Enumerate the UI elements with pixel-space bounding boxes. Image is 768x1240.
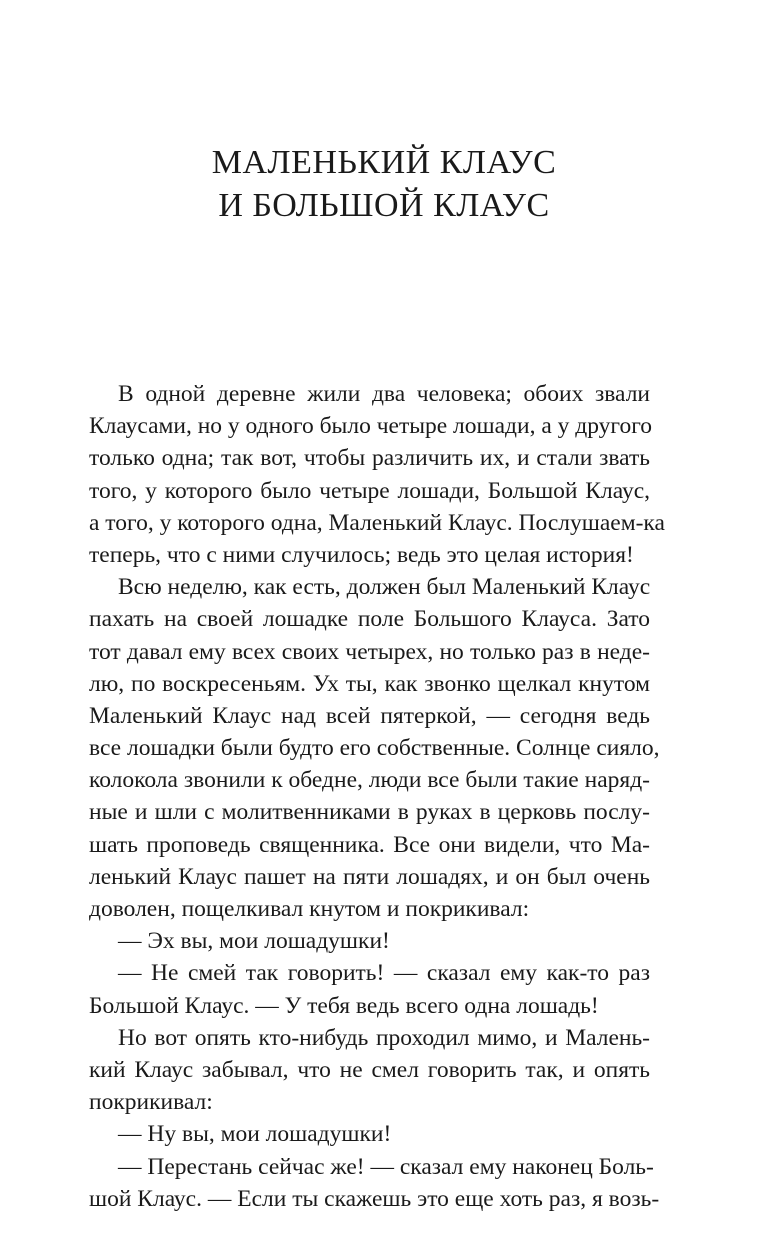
text-line: пахать на своей лошадке поле Большого Клауса. Зато [89,606,650,633]
text-line: тот давал ему всех своих четырех, но только раз в неде- [89,638,650,665]
text-line: ленький Клаус пашет на пяти лошадях, и он был очень [89,863,650,890]
text-line: только одна; так вот, чтобы различить их, и стали звать [89,445,650,472]
text-line: теперь, что с ними случилось; ведь это целая история! [89,541,634,568]
text-line: того, у которого было четыре лошади, Большой Клаус, [89,477,650,504]
text-line: — Эх вы, мои лошадушки! [118,928,390,955]
story-text [89,378,665,1215]
text-line: Всю неделю, как есть, должен был Маленький Клаус [118,574,651,601]
text-line: а того, у которого одна, Маленький Клаус. Послушаем-ка [89,509,665,536]
chapter-title-line-2: И БОЛЬШОЙ КЛАУС [218,187,550,224]
text-line: — Не смей так говорить! — сказал ему как-то раз [118,960,650,987]
text-line: все лошадки были будто его собственные. Солнце сияло, [89,735,660,762]
text-line: колокола звонили к обедне, люди все были такие наряд- [89,767,650,794]
text-line: шать проповедь священника. Все они видели, что Ма- [89,831,650,858]
text-line: доволен, пощелкивал кнутом и покрикивал: [89,896,530,922]
text-line: Большой Клаус. — У тебя ведь всего одна лошадь! [89,992,599,1019]
text-line: ные и шли с молитвенниками в руках в церковь послу- [89,799,650,826]
text-line: лю, по воскресеньям. Ух ты, как звонко щелкал кнутом [89,670,650,697]
text-line: кий Клаус забывал, что не смел говорить так, и опять [89,1056,650,1083]
text-line: — Ну вы, мои лошадушки! [118,1121,392,1148]
text-line: шой Клаус. — Если ты скажешь это еще хоть раз, я возь- [89,1185,660,1212]
text-line: покрикивал: [89,1089,213,1116]
text-line: — Перестань сейчас же! — сказал ему наконец Боль- [118,1153,654,1180]
text-line: Но вот опять кто-нибудь проходил мимо, и Малень- [118,1024,650,1051]
text-line: Маленький Клаус над всей пятеркой, — сегодня ведь [89,702,650,729]
text-line: В одной деревне жили два человека; обоих звали [118,381,650,407]
text-line: Клаусами, но у одного было четыре лошади, а у другого [89,413,653,440]
chapter-title-line-1: МАЛЕНЬКИЙ КЛАУС [211,144,557,181]
